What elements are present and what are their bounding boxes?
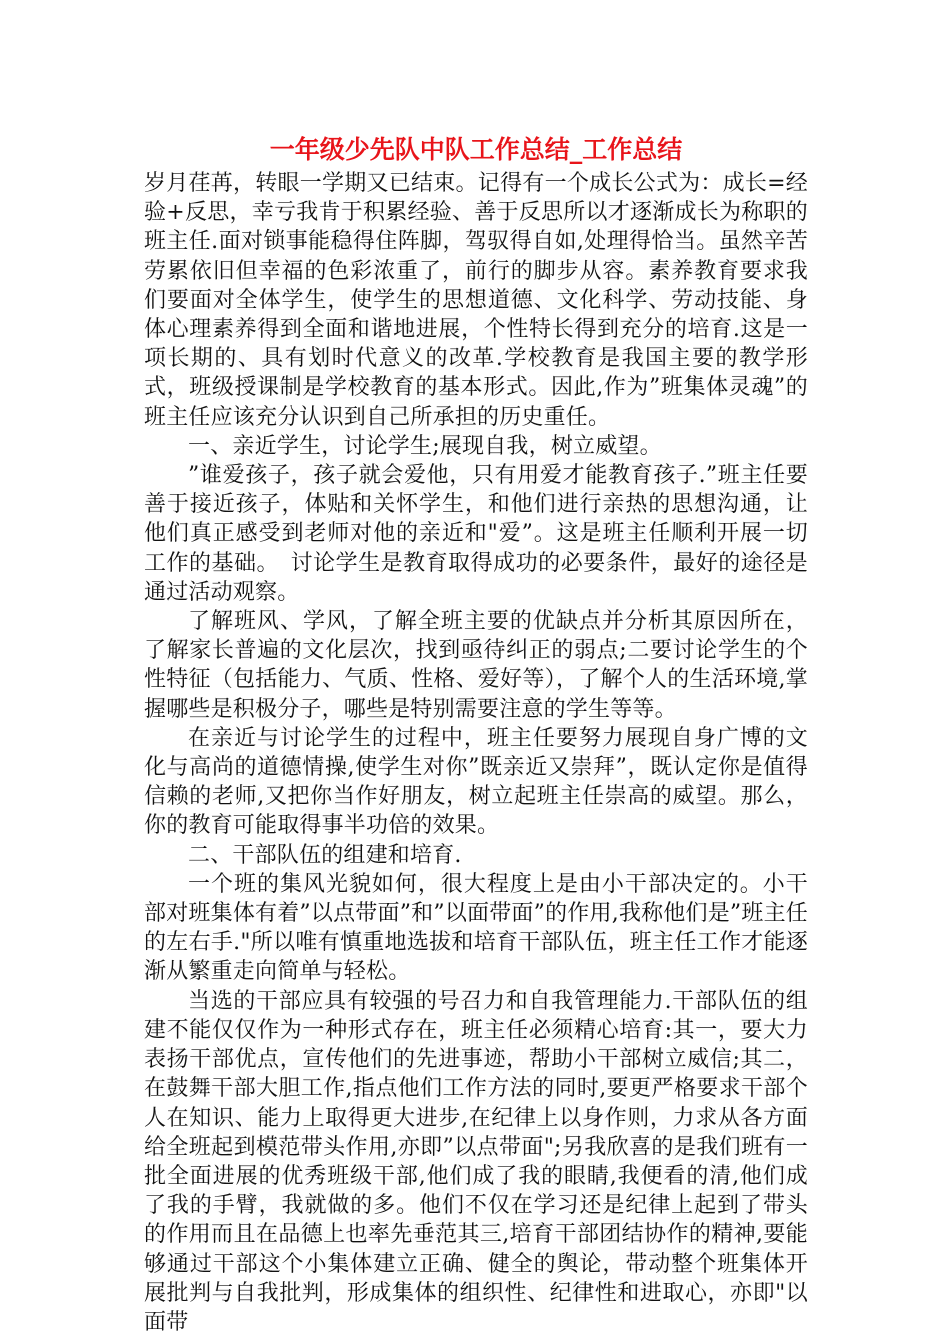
document-body [144,169,808,1337]
paragraph-cadre-training: 当选的干部应具有较强的号召力和自我管理能力.干部队伍的组建不能仅仅作为一种形式存在，班主任必须精心培育:其一，要大力表扬干部优点，宣传他们的先进事迹，帮助小干部树立威信;其二，在鼓舞干部大胆工作,指点他们工作方法的同时,要更严格要求干部个人在知识、能力上取得更大进步,在纪律上以身作则，力求从各方面给全班起到模范带头作用,亦即”以点带面";另我欣喜的是我们班有一批全面进展的优秀班级干部,他们成了我的眼睛,我便看的清,他们成了我的手臂，我就做的多。他们不仅在学习还是纪律上起到了带头的作用而且在品德上也率先垂范其三,培育干部团结协作的精神,要能够通过干部这个小集体建立正确、健全的舆论，带动整个班集体开展批判与自我批判，形成集体的组织性、纪律性和进取心，亦即"以面带 [144,988,808,1335]
paragraph-cadres: 一个班的集风光貌如何，很大程度上是由小干部决定的。小干部对班集体有着”以点带面”和”以面带面”的作用,我称他们是”班主任的左右手."所以唯有慎重地选拔和培育干部队伍，班主任工作才能逐渐从繁重走向简单与轻松。 [144,871,808,985]
paragraph-prestige: 在亲近与讨论学生的过程中，班主任要努力展现自身广博的文化与高尚的道德情操,使学生对你”既亲近又崇拜”，既认定你是值得信赖的老师,又把你当作好朋友，树立起班主任崇高的威望。那么，你的教育可能取得事半功倍的效果。 [144,725,808,839]
paragraph-love-children: ”谁爱孩子，孩子就会爱他，只有用爱才能教育孩子.”班主任要善于接近孩子，体贴和关怀学生，和他们进行亲热的思想沟通，让他们真正感受到老师对他的亲近和"爱”。这是班主任顺利开展一切工作的基础。 讨论学生是教育取得成功的必要条件，最好的途径是通过活动观察。 [144,463,808,605]
section-heading-2: 二、干部队伍的组建和培育. [188,842,462,868]
paragraph-intro: 岁月荏苒，转眼一学期又已结束。记得有一个成长公式为：成长=经验+反思，幸亏我肯于积累经验、善于反思所以才逐渐成长为称职的班主任.面对锁事能稳得住阵脚，驾驭得自如,处理得恰当。虽然辛苦劳累依旧但幸福的色彩浓重了，前行的脚步从容。素养教育要求我们要面对全体学生，使学生的思想道德、文化科学、劳动技能、身体心理素养得到全面和谐地进展，个性特长得到充分的培育.这是一项长期的、具有划时代意义的改革.学校教育是我国主要的教学形式，班级授课制是学校教育的基本形式。因此,作为”班集体灵魂”的班主任应该充分认识到自己所承担的历史重任。 [144,171,808,430]
section-heading-1: 一、亲近学生，讨论学生;展现自我，树立威望。 [188,433,662,459]
paragraph-understand-class: 了解班风、学风，了解全班主要的优缺点并分析其原因所在，了解家长普遍的文化层次，找到亟待纠正的弱点;二要讨论学生的个性特征（包括能力、气质、性格、爱好等），了解个人的生活环境,掌握哪些是积极分子，哪些是特别需要注意的学生等等。 [144,609,808,722]
document-title: 一年级少先队中队工作总结_工作总结 [269,135,683,164]
